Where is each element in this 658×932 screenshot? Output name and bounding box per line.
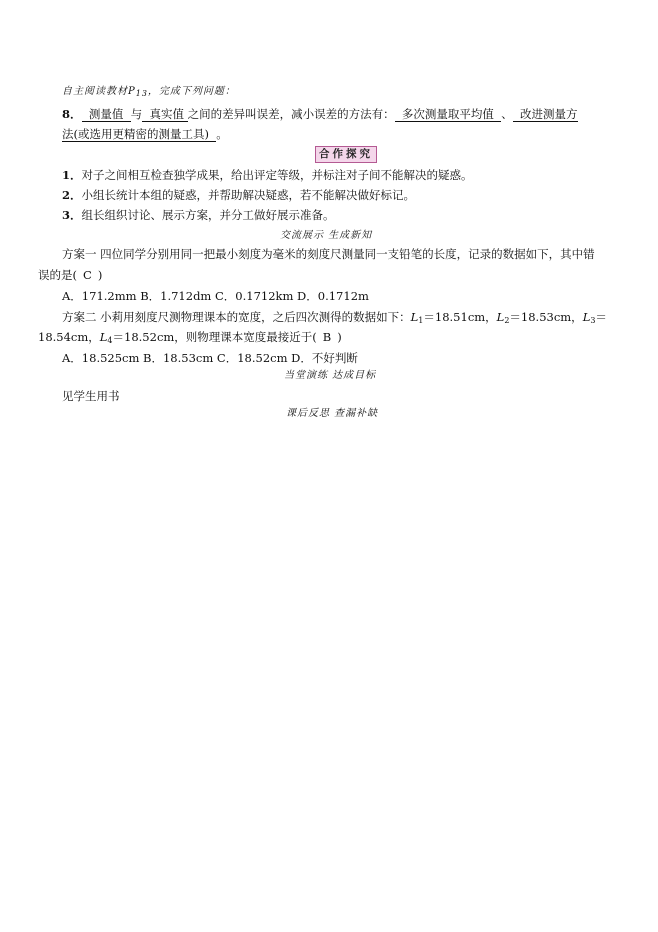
blank-method-2b: 法(或选用更精密的测量工具) <box>62 127 216 142</box>
plan1-line2: 误的是( C ) <box>38 268 103 282</box>
intro-page-sub: 13 <box>135 89 148 98</box>
question-8-text1: 与 <box>130 107 143 121</box>
question-8-text4: 。 <box>216 127 228 141</box>
question-8-line1 <box>62 106 578 122</box>
blank-measured-value: 测量值 <box>82 107 131 122</box>
intro-after: ，完成下列问题： <box>147 86 236 97</box>
plan1-options: A．171.2mm B．1.712dm C．0.1712km D．0.1712m <box>62 289 369 303</box>
question-8-line2 <box>62 126 228 142</box>
blank-method-1: 多次测量取平均值 <box>395 107 502 122</box>
question-8-text3: 、 <box>501 107 513 121</box>
intro-text: 自主阅读教材P <box>62 86 136 97</box>
question-8-text2: 之间的差异叫误差，减小误差的方法有： <box>187 107 395 121</box>
plan2-line2: 18.54cm，$L_4=18.52cm$，则物理课本宽度最接近于( B ) <box>38 330 342 345</box>
heading-practice: 当堂演练 达成目标 <box>284 370 377 381</box>
section-badge-cooperative: 合作探究 <box>315 146 377 163</box>
plan2-line1: 方案二 小莉用刻度尺测物理课本的宽度，之后四次测得的数据如下：$L_1=18.51cm$，$L_2=18.53cm$，$L_3=$ <box>62 310 607 325</box>
plan2-options: A．18.525cm B．18.53cm C．18.52cm D．不好判断 <box>62 351 358 365</box>
coop-item-3: 3．组长组织讨论、展示方案，并分工做好展示准备。 <box>62 208 335 222</box>
plan1-line1: 方案一 四位同学分别用同一把最小刻度为毫米的刻度尺测量同一支铅笔的长度，记录的数据如下，其中错 <box>62 247 595 261</box>
coop-item-1: 1．对子之间相互检查独学成果，给出评定等级，并标注对子间不能解决的疑惑。 <box>62 168 473 182</box>
heading-exchange-display: 交流展示 生成新知 <box>280 230 373 241</box>
plan1-answer: C <box>83 268 92 282</box>
student-book-note: 见学生用书 <box>62 389 120 403</box>
blank-true-value: 真实值 <box>142 107 187 122</box>
blank-method-2a: 改进测量方 <box>513 107 578 122</box>
heading-reflection: 课后反思 查漏补缺 <box>286 408 379 419</box>
coop-item-2: 2．小组长统计本组的疑惑，并帮助解决疑惑，若不能解决做好标记。 <box>62 188 416 202</box>
plan2-answer: B <box>322 330 332 344</box>
intro-instruction <box>62 84 236 102</box>
question-8-number: 8． <box>62 107 82 121</box>
